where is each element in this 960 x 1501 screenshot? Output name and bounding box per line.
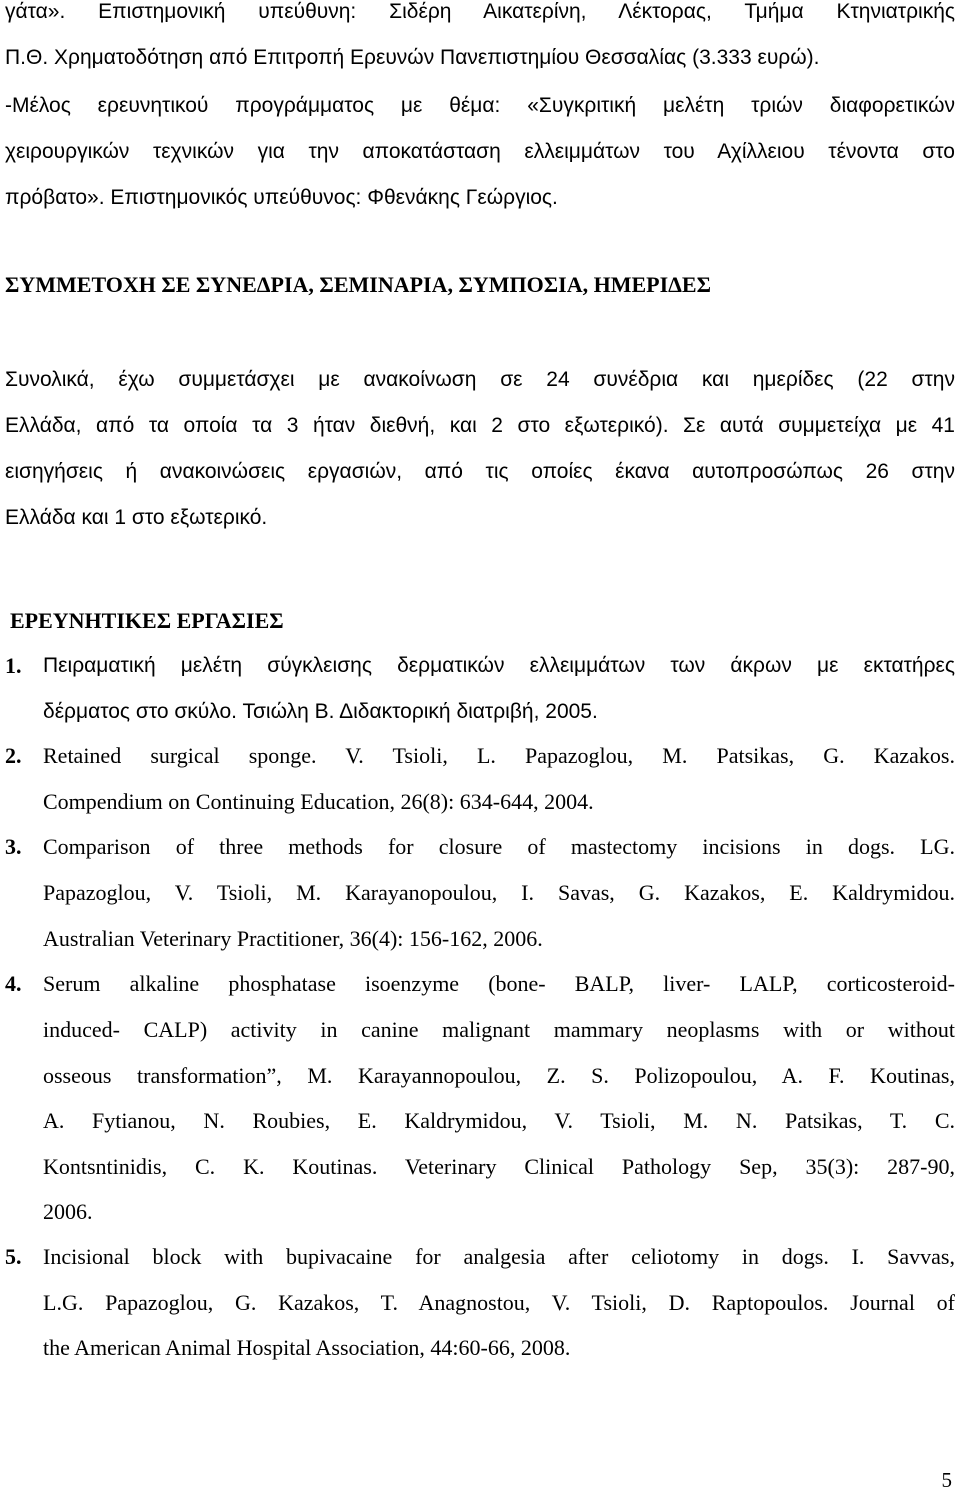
research-item-3-line-3: Australian Veterinary Practitioner, 36(4): 156-162, 2006. bbox=[43, 926, 543, 951]
research-item-4-number: 4. bbox=[5, 971, 22, 996]
research-item-5-line-3: the American Animal Hospital Association, 44:60-66, 2008. bbox=[43, 1335, 571, 1360]
research-item-2-line-2: Compendium on Continuing Education, 26(8): 634-644, 2004. bbox=[43, 789, 594, 814]
intro-line-1: γάτα». Επιστημονική υπεύθυνη: Σιδέρη Αικατερίνη, Λέκτορας, Τμήμα Κτηνιατρικής bbox=[5, 0, 955, 23]
intro-line-4: χειρουργικών τεχνικών για την αποκατάσταση ελλειμμάτων του Αχίλλειου τένοντα στο bbox=[5, 140, 955, 163]
research-item-4-line-2: induced- CALP) activity in canine malignant mammary neoplasms with or without bbox=[43, 1017, 955, 1042]
research-item-4-line-4: A. Fytianou, N. Roubies, E. Kaldrymidou, V. Tsioli, M. N. Patsikas, T. C. bbox=[43, 1108, 955, 1133]
research-item-1-line-2: δέρματος στο σκύλο. Τσιώλη Β. Διδακτορική διατριβή, 2005. bbox=[43, 700, 598, 723]
page-number: 5 bbox=[941, 1468, 952, 1492]
conferences-line-4: Ελλάδα και 1 στο εξωτερικό. bbox=[5, 506, 268, 529]
research-item-4-line-3: osseous transformation”, M. Karayannopoulou, Z. S. Polizopoulou, A. F. Koutinas, bbox=[43, 1063, 955, 1088]
research-item-5-number: 5. bbox=[5, 1244, 22, 1269]
research-item-5-line-2: L.G. Papazoglou, G. Kazakos, T. Anagnostou, V. Tsioli, D. Raptopoulos. Journal of bbox=[43, 1290, 955, 1315]
intro-line-3: -Μέλος ερευνητικού προγράμματος με θέμα: «Συγκριτική μελέτη τριών διαφορετικών bbox=[5, 94, 955, 117]
research-item-3-line-2: Papazoglou, V. Tsioli, M. Karayanopoulou, I. Savas, G. Kazakos, E. Kaldrymidou. bbox=[43, 880, 955, 905]
research-item-3-line-1: Comparison of three methods for closure of mastectomy incisions in dogs. LG. bbox=[43, 834, 955, 859]
research-item-4-line-6: 2006. bbox=[43, 1199, 93, 1224]
research-item-1-line-1: Πειραματική μελέτη σύγκλεισης δερματικών ελλειμμάτων των άκρων με εκτατήρες bbox=[43, 654, 955, 677]
intro-line-2: Π.Θ. Χρηματοδότηση από Επιτροπή Ερευνών Πανεπιστημίου Θεσσαλίας (3.333 ευρώ). bbox=[5, 46, 820, 69]
intro-line-5: πρόβατο». Επιστημονικός υπεύθυνος: Φθενάκης Γεώργιος. bbox=[5, 186, 558, 209]
research-item-4-line-5: Kontsntinidis, C. K. Koutinas. Veterinary Clinical Pathology Sep, 35(3): 287-90, bbox=[43, 1154, 955, 1179]
conferences-line-3: εισηγήσεις ή ανακοινώσεις εργασιών, από τις οποίες έκανα αυτοπροσώπως 26 στην bbox=[5, 460, 955, 483]
conferences-line-1: Συνολικά, έχω συμμετάσχει με ανακοίνωση σε 24 συνέδρια και ημερίδες (22 στην bbox=[5, 368, 955, 391]
conferences-line-2: Ελλάδα, από τα οποία τα 3 ήταν διεθνή, και 2 στο εξωτερικό). Σε αυτά συμμετείχα με 41 bbox=[5, 414, 955, 437]
research-item-2-line-1: Retained surgical sponge. V. Tsioli, L. Papazoglou, M. Patsikas, G. Kazakos. bbox=[43, 743, 955, 768]
research-item-3-number: 3. bbox=[5, 834, 22, 859]
research-heading: ΕΡΕΥΝΗΤΙΚΕΣ ΕΡΓΑΣΙΕΣ bbox=[10, 608, 284, 633]
research-item-2-number: 2. bbox=[5, 743, 22, 768]
research-item-1-number: 1. bbox=[5, 653, 22, 678]
research-item-5-line-1: Incisional block with bupivacaine for analgesia after celiotomy in dogs. I. Savvas, bbox=[43, 1244, 955, 1269]
research-item-4-line-1: Serum alkaline phosphatase isoenzyme (bone- BALP, liver- LALP, corticosteroid- bbox=[43, 971, 955, 996]
conferences-heading: ΣΥΜΜΕΤΟΧΗ ΣΕ ΣΥΝΕΔΡΙΑ, ΣΕΜΙΝΑΡΙΑ, ΣΥΜΠΟΣΙΑ, ΗΜΕΡΙΔΕΣ bbox=[5, 272, 711, 297]
